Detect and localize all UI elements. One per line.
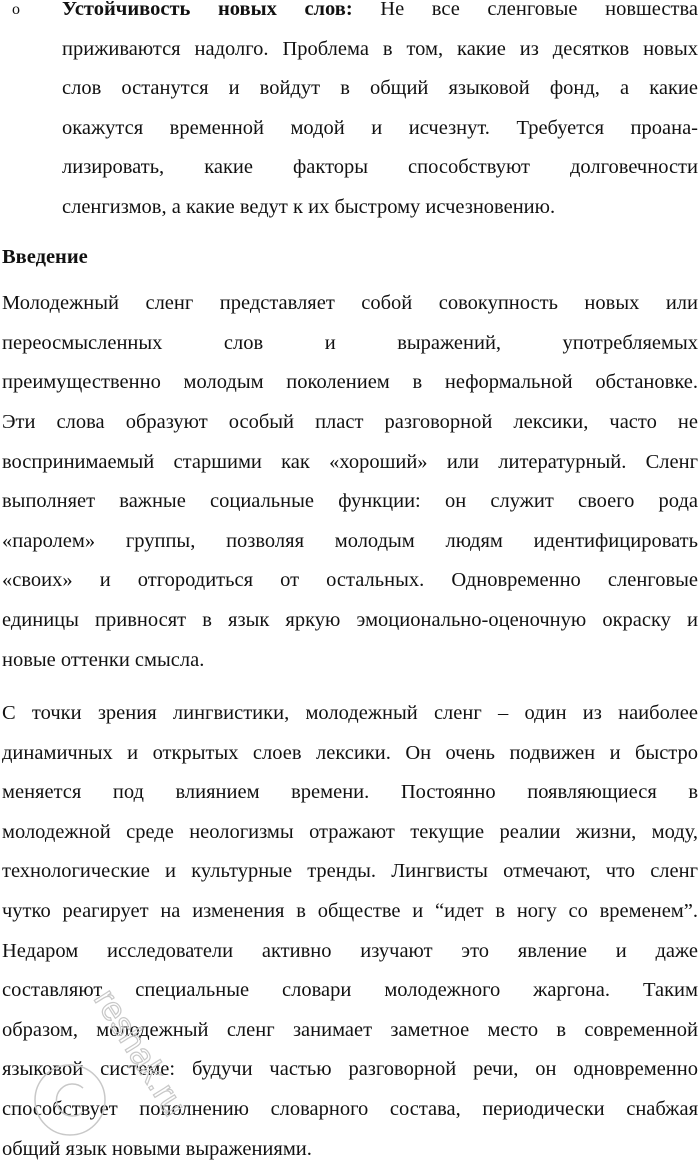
paragraph-line: Недаром исследователи активно изучают это явление и даже xyxy=(2,939,698,962)
paragraph-line: преимущественно молодым поколением в неформальной обстановке. xyxy=(2,371,698,394)
bullet-line: лизировать, какие факторы способствуют долговечности xyxy=(62,156,698,179)
paragraph-line: Эти слова образуют особый пласт разговорной лексики, часто не xyxy=(2,410,698,433)
bullet-line: Устойчивость новых слов: Не все сленговые новшества xyxy=(62,0,698,20)
paragraph-line: «паролем» группы, позволяя молодым людям идентифицировать xyxy=(2,529,698,552)
paragraph-intro xyxy=(2,284,698,680)
paragraph-line: «своих» и отгородиться от остальных. Одновременно сленговые xyxy=(2,569,698,592)
paragraph-line: динамичных и открытых слоев лексики. Он очень подвижен и быстро xyxy=(2,741,698,764)
paragraph-line: технологические и культурные тренды. Лингвисты отмечают, что сленг xyxy=(2,860,698,883)
bullet-item-word-stability xyxy=(2,0,698,228)
paragraph-line: общий язык новыми выражениями. xyxy=(2,1137,312,1160)
bullet-line: окажутся временной модой и исчезнут. Требуется проана- xyxy=(62,116,698,139)
bullet-term: Устойчивость новых слов: xyxy=(62,0,353,20)
section-heading: Введение xyxy=(2,245,88,268)
paragraph-line: единицы привносят в язык яркую эмоционально-оценочную окраску и xyxy=(2,608,698,631)
paragraph-line: переосмысленных слов и выражений, употребляемых xyxy=(2,331,698,354)
paragraph-line: новые оттенки смысла. xyxy=(2,648,205,671)
paragraph-line: молодежной среде неологизмы отражают текущие реалии жизни, моду, xyxy=(2,820,698,843)
paragraph-line: чутко реагирует на изменения в обществе и “идет в ногу со временем”. xyxy=(2,900,698,923)
paragraph-line: С точки зрения лингвистики, молодежный сленг – один из наиболее xyxy=(2,702,698,725)
document-page xyxy=(2,0,698,1169)
paragraph-line: языковой системе: будучи частью разговорной речи, он одновременно xyxy=(2,1058,698,1081)
bullet-line: сленгизмов, а какие ведут к их быстрому исчезновению. xyxy=(62,195,556,218)
bullet-line: приживаются надолго. Проблема в том, какие из десятков новых xyxy=(62,37,698,60)
svg-text:reshak.ru: reshak.ru xyxy=(86,982,194,1123)
paragraph-line: воспринимаемый старшими как «хороший» или литературный. Сленг xyxy=(2,450,698,473)
paragraph-line: Молодежный сленг представляет собой совокупность новых или xyxy=(2,292,698,315)
paragraph-line: меняется под влиянием времени. Постоянно появляющиеся в xyxy=(2,781,698,804)
paragraph-line: выполняет важные социальные функции: он служит своего рода xyxy=(2,490,698,513)
paragraph-line: способствует пополнению словарного состава, периодически снабжая xyxy=(2,1098,698,1121)
paragraph-linguistics xyxy=(2,694,698,1169)
bullet-line: слов останутся и войдут в общий языковой фонд, а какие xyxy=(62,77,698,100)
bullet-marker: o xyxy=(12,1,20,18)
paragraph-line: образом, молодежный сленг занимает заметное место в современной xyxy=(2,1018,698,1041)
paragraph-line: составляют специальные словари молодежного жаргона. Таким xyxy=(2,979,698,1002)
